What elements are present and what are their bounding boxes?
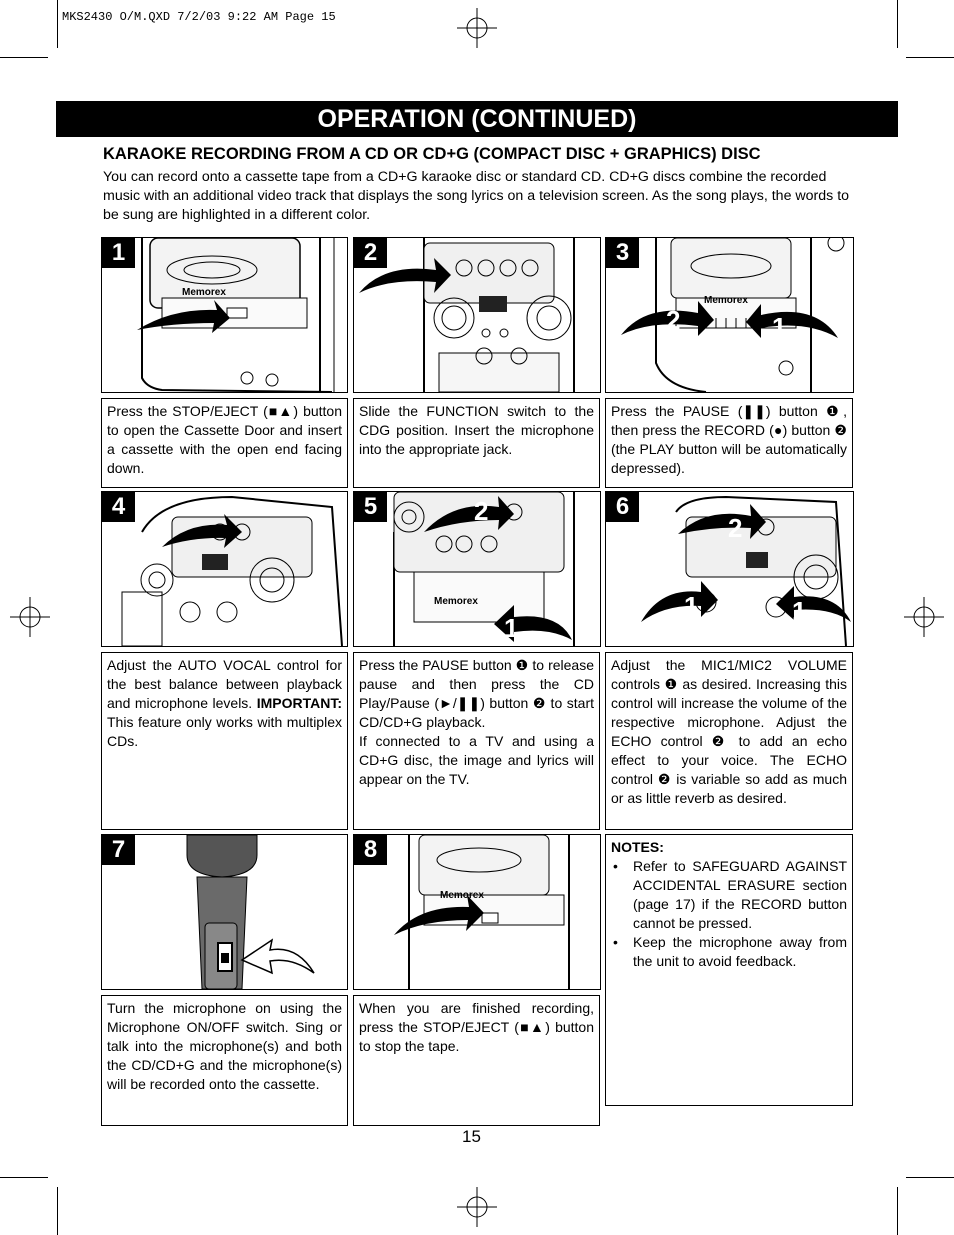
cassette-door-drawing bbox=[102, 238, 347, 392]
microphone-drawing bbox=[102, 835, 347, 989]
step-4-text: Adjust the AUTO VOCAL control for the best balance between playback and microphone levels. bbox=[107, 657, 342, 711]
intro-paragraph: You can record onto a cassette tape from a CD+G karaoke disc or standard CD. CD+G discs combine the recorded music with an additional video track that displays the song lyrics on a television screen. As the song plays, the words to be sung are highlighted in a different color. bbox=[103, 169, 850, 223]
step-3-number: 3 bbox=[606, 238, 639, 268]
callout-2: 2 bbox=[666, 305, 681, 335]
notes-list bbox=[611, 857, 847, 971]
step-3-instructions bbox=[605, 398, 853, 488]
step-8-instructions bbox=[353, 995, 600, 1126]
brand-logo: Memorex bbox=[182, 287, 226, 298]
callout-1: 1 bbox=[792, 596, 807, 626]
mic-volume-drawing bbox=[606, 492, 853, 646]
callout-1: 1 bbox=[684, 591, 699, 621]
brand-logo: Memorex bbox=[704, 295, 748, 306]
registration-mark-left bbox=[10, 597, 50, 637]
step-3-text: Press the PAUSE (❚❚) button ❶, then press the RECORD (●) button ❷ (the PLAY button will be automatically depressed). bbox=[611, 403, 847, 476]
control-panel-drawing bbox=[354, 238, 600, 392]
step-7-text: Turn the microphone on using the Microphone ON/OFF switch. Sing or talk into the microphone(s) and both the CD/CD+G and the microphone(s) will be recorded onto the cassette. bbox=[107, 1000, 342, 1092]
registration-mark-top bbox=[457, 8, 497, 48]
step-3-illustration bbox=[605, 237, 854, 393]
notes-heading: NOTES: bbox=[611, 839, 664, 855]
section-heading: KARAOKE RECORDING FROM A CD OR CD+G (COMPACT DISC + GRAPHICS) DISC bbox=[103, 145, 761, 163]
step-7-number: 7 bbox=[102, 835, 135, 865]
notes-box bbox=[605, 834, 853, 1106]
stop-eject-drawing bbox=[354, 835, 600, 989]
step-2-instructions bbox=[353, 398, 600, 488]
step-4-instructions bbox=[101, 652, 348, 830]
step-6-instructions bbox=[605, 652, 853, 830]
arrow-icon bbox=[242, 940, 314, 973]
step-4-number: 4 bbox=[102, 492, 135, 522]
auto-vocal-drawing bbox=[102, 492, 347, 646]
callout-2: 2 bbox=[474, 496, 489, 526]
step-1-illustration bbox=[101, 237, 348, 393]
step-2-text: Slide the FUNCTION switch to the CDG position. Insert the microphone into the appropriate jack. bbox=[359, 403, 594, 457]
registration-mark-bottom bbox=[457, 1187, 497, 1227]
page-number: 15 bbox=[462, 1127, 481, 1146]
step-1-number: 1 bbox=[102, 238, 135, 268]
step-7-illustration bbox=[101, 834, 348, 990]
step-5-tv-text: If connected to a TV and using a CD+G disc, the image and lyrics will appear on the TV. bbox=[359, 733, 594, 787]
file-slug: MKS2430 O/M.QXD 7/2/03 9:22 AM Page 15 bbox=[62, 10, 336, 24]
important-label: IMPORTANT: bbox=[256, 695, 342, 711]
registration-mark-right bbox=[904, 597, 944, 637]
step-8-illustration bbox=[353, 834, 601, 990]
brand-logo: Memorex bbox=[440, 890, 484, 901]
note-item: • Keep the microphone away from the unit to avoid feedback. bbox=[611, 933, 847, 971]
page-title: OPERATION (CONTINUED) bbox=[56, 101, 898, 137]
arrow-icon bbox=[641, 581, 718, 622]
step-2-illustration bbox=[353, 237, 601, 393]
step-6-text: Adjust the MIC1/MIC2 VOLUME controls ❶ as desired. Increasing this control will increase the volume of the respective microphone. Adjust the ECHO control ❷ to add an echo effect to your voice. The ECHO control ❷ is variable so add as much or as little reverb as desired. bbox=[611, 657, 847, 806]
step-4-illustration bbox=[101, 491, 348, 647]
cassette-buttons-drawing bbox=[606, 238, 853, 392]
step-5-instructions bbox=[353, 652, 600, 830]
step-5-text: Press the PAUSE button ❶ to release pause and then press the CD Play/Pause (►/❚❚) button ❷ to start CD/CD+G playback. bbox=[359, 657, 594, 730]
step-8-text: When you are finished recording, press the STOP/EJECT (■▲) button to stop the tape. bbox=[359, 1000, 594, 1054]
note-item: • Refer to SAFEGUARD AGAINST ACCIDENTAL ERASURE section (page 17) if the RECORD button cannot be pressed. bbox=[611, 857, 847, 933]
step-6-number: 6 bbox=[606, 492, 639, 522]
brand-logo: Memorex bbox=[434, 596, 478, 607]
arrow-icon bbox=[776, 586, 851, 622]
callout-1: 1 bbox=[504, 613, 519, 643]
step-7-instructions bbox=[101, 995, 348, 1126]
step-4-paragraph bbox=[107, 656, 342, 751]
step-1-instructions bbox=[101, 398, 348, 488]
step-8-number: 8 bbox=[354, 835, 387, 865]
step-4-important-text: This feature only works with multiplex CDs. bbox=[107, 714, 342, 749]
step-5-number: 5 bbox=[354, 492, 387, 522]
callout-1: 1 bbox=[772, 312, 787, 342]
step-1-text: Press the STOP/EJECT (■▲) button to open the Cassette Door and insert a cassette with the open end facing down. bbox=[107, 403, 342, 476]
step-5-illustration bbox=[353, 491, 601, 647]
step-2-number: 2 bbox=[354, 238, 387, 268]
step-6-illustration bbox=[605, 491, 854, 647]
callout-2: 2 bbox=[728, 513, 743, 543]
play-pause-drawing bbox=[354, 492, 600, 646]
